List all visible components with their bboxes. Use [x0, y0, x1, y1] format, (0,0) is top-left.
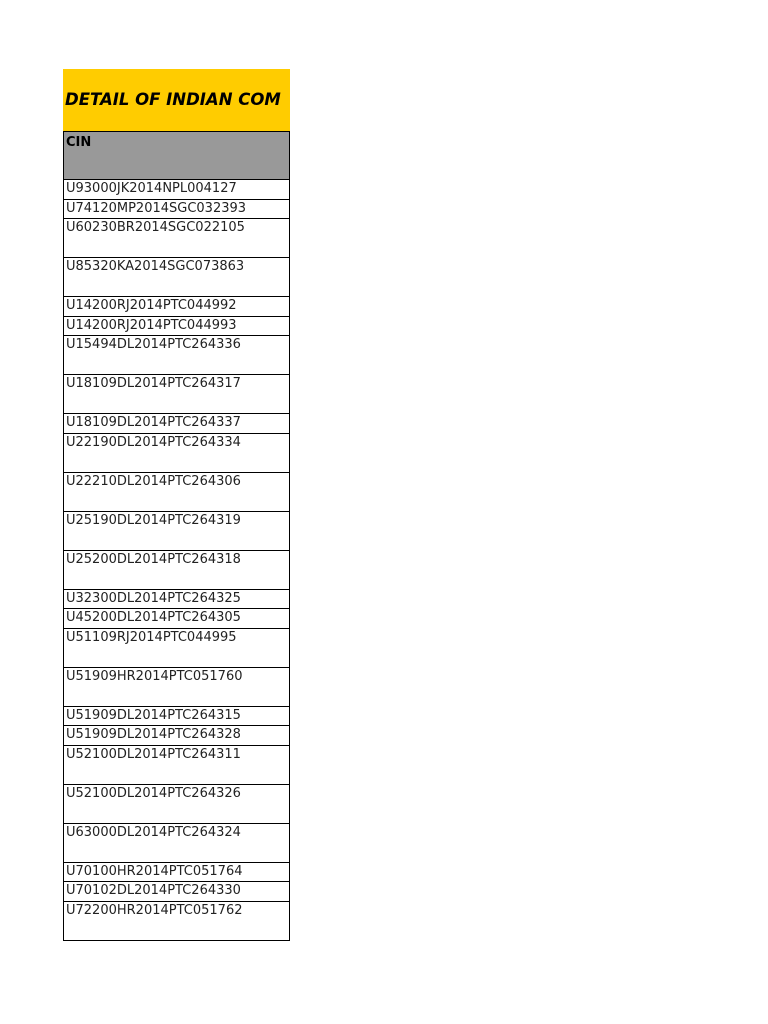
cin-cell[interactable]: U51909DL2014PTC264328 [66, 727, 241, 742]
table-row[interactable] [64, 375, 289, 414]
cin-cell[interactable]: U70102DL2014PTC264330 [66, 883, 241, 898]
cin-cell[interactable]: U63000DL2014PTC264324 [66, 824, 241, 840]
table-row[interactable] [64, 785, 289, 824]
cin-cell[interactable]: U25190DL2014PTC264319 [66, 512, 241, 528]
cin-cell[interactable]: U45200DL2014PTC264305 [66, 610, 241, 625]
table-row[interactable] [64, 590, 289, 610]
table-row[interactable] [64, 258, 289, 297]
cin-cell[interactable]: U32300DL2014PTC264325 [66, 590, 241, 606]
table-row[interactable] [64, 629, 289, 668]
table-row[interactable] [64, 512, 289, 551]
cin-cell[interactable]: U14200RJ2014PTC044993 [66, 317, 237, 333]
column-header-label: CIN [66, 135, 92, 150]
cin-cell[interactable]: U51909DL2014PTC264315 [66, 707, 241, 723]
cin-cell[interactable]: U60230BR2014SGC022105 [66, 220, 245, 235]
table-row[interactable] [64, 434, 289, 473]
cin-cell[interactable]: U22190DL2014PTC264334 [66, 434, 241, 450]
cin-cell[interactable]: U14200RJ2014PTC044992 [66, 298, 237, 313]
table-row[interactable] [64, 726, 289, 746]
cin-cell[interactable]: U25200DL2014PTC264318 [66, 551, 241, 567]
cin-cell[interactable]: U72200HR2014PTC051762 [66, 902, 243, 918]
spreadsheet-table [63, 69, 290, 941]
cin-cell[interactable]: U52100DL2014PTC264326 [66, 785, 241, 801]
table-row[interactable] [64, 219, 289, 258]
sheet-title: DETAIL OF INDIAN COM [65, 90, 281, 109]
table-body [63, 180, 290, 941]
cin-cell[interactable]: U51909HR2014PTC051760 [66, 668, 243, 684]
cin-cell[interactable]: U18109DL2014PTC264337 [66, 415, 241, 430]
table-row[interactable] [64, 414, 289, 434]
cin-cell[interactable]: U70100HR2014PTC051764 [66, 863, 243, 879]
table-row[interactable] [64, 824, 289, 863]
cin-cell[interactable]: U74120MP2014SGC032393 [66, 200, 247, 216]
sheet-title-bar [63, 69, 290, 131]
cin-cell[interactable]: U18109DL2014PTC264317 [66, 376, 241, 391]
table-row[interactable] [64, 902, 289, 941]
table-row[interactable] [64, 609, 289, 629]
table-row[interactable] [64, 473, 289, 512]
cin-cell[interactable]: U51109RJ2014PTC044995 [66, 629, 237, 645]
table-row[interactable] [64, 863, 289, 883]
table-row[interactable] [64, 746, 289, 785]
column-header-cin[interactable] [63, 131, 290, 180]
cin-cell[interactable]: U93000JK2014NPL004127 [66, 181, 237, 196]
cin-cell[interactable]: U52100DL2014PTC264311 [66, 746, 241, 762]
table-row[interactable] [64, 336, 289, 375]
table-row[interactable] [64, 180, 289, 200]
table-row[interactable] [64, 707, 289, 727]
table-row[interactable] [64, 317, 289, 337]
table-row[interactable] [64, 668, 289, 707]
cin-cell[interactable]: U15494DL2014PTC264336 [66, 337, 241, 352]
table-row[interactable] [64, 551, 289, 590]
table-row[interactable] [64, 882, 289, 902]
cin-cell[interactable]: U22210DL2014PTC264306 [66, 473, 241, 489]
table-row[interactable] [64, 200, 289, 220]
cin-cell[interactable]: U85320KA2014SGC073863 [66, 259, 245, 274]
table-row[interactable] [64, 297, 289, 317]
